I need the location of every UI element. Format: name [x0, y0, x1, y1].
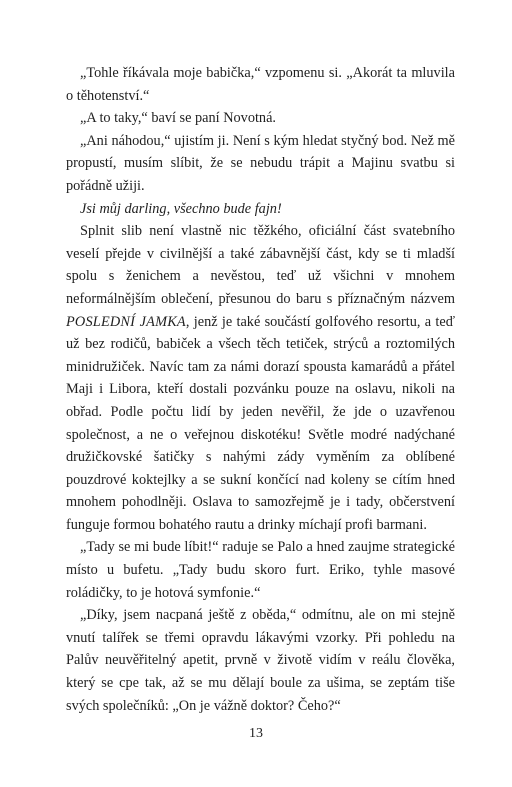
paragraph-novotna-reply: „A to taky,“ baví se paní Novotná. — [80, 110, 277, 127]
paragraph-wedding-party — [66, 220, 455, 536]
book-page-body — [66, 62, 455, 717]
paragraph-promise: „Ani náhodou,“ ujistím ji. Není s kým hledat styčný bod. Než mě propustí, musím slíbit, že se nebudu trápit a Majinu svatbu si pořádně užiji. — [66, 132, 455, 194]
paragraph-wedding-party-rest: , jenž je také součástí golfového resortu, a teď už bez rodičů, babiček a všech těch tetiček, strýců a roztomilých minidružiček. Navíc tam za námi dorazí spousta kamarádů a přátel Maji i Libora, kteří dostali pozvánku pouze na oslavu, nikoli na obřad. Podle počtu lidí by jeden nevěřil, že jde o uzavřenou společnost, a ne o veřejnou diskotéku! Světle modré nadýchané družičkovské šatičky s nahými zády vyměním za oblíbené pouzdrové koktejlky a se sukní končící nad koleny se cítím hned mnohem pohodlněji. Oslava to samozřejmě je i tady, občerstvení funguje formou bohatého rautu a drinky míchají profi barmani. — [66, 313, 455, 533]
paragraph-erika-reply: „Díky, jsem nacpaná ještě z oběda,“ odmítnu, ale on mi stejně vnutí talířek se třemi opravdu lákavými vzorky. Při pohledu na Palův neuvěřitelný apetit, prvně v životě vidím v reálu člověka, který se cpe tak, až se mu dělají boule za ušima, se zeptám tiše svých společníků: „On je vážně doktor? Čeho?“ — [66, 607, 455, 714]
paragraph-wedding-party-start: Splnit slib není vlastně nic těžkého, oficiální část svatebního veselí přejde v civilnější a také zábavnější část, kdy se ti mladší spolu s ženichem a nevěstou, teď už všichni v mnohem neformálnějším oblečení, přesunou do baru s příznačným názvem — [66, 223, 455, 307]
bar-name: POSLEDNÍ JAMKA — [66, 313, 186, 330]
paragraph-palo-buffet: „Tady se mi bude líbit!“ raduje se Palo a hned zaujme strategické místo u bufetu. „Tady budu skoro furt. Eriko, tyhle masové roládičky, to je hotová symfonie.“ — [66, 539, 455, 601]
page-number: 13 — [249, 726, 263, 741]
paragraph-italic-thought: Jsi můj darling, všechno bude fajn! — [80, 200, 282, 217]
paragraph-grandma-quote: „Tohle říkávala moje babička,“ vzpomenu si. „Akorát ta mluvila o těhotenství.“ — [66, 65, 455, 104]
